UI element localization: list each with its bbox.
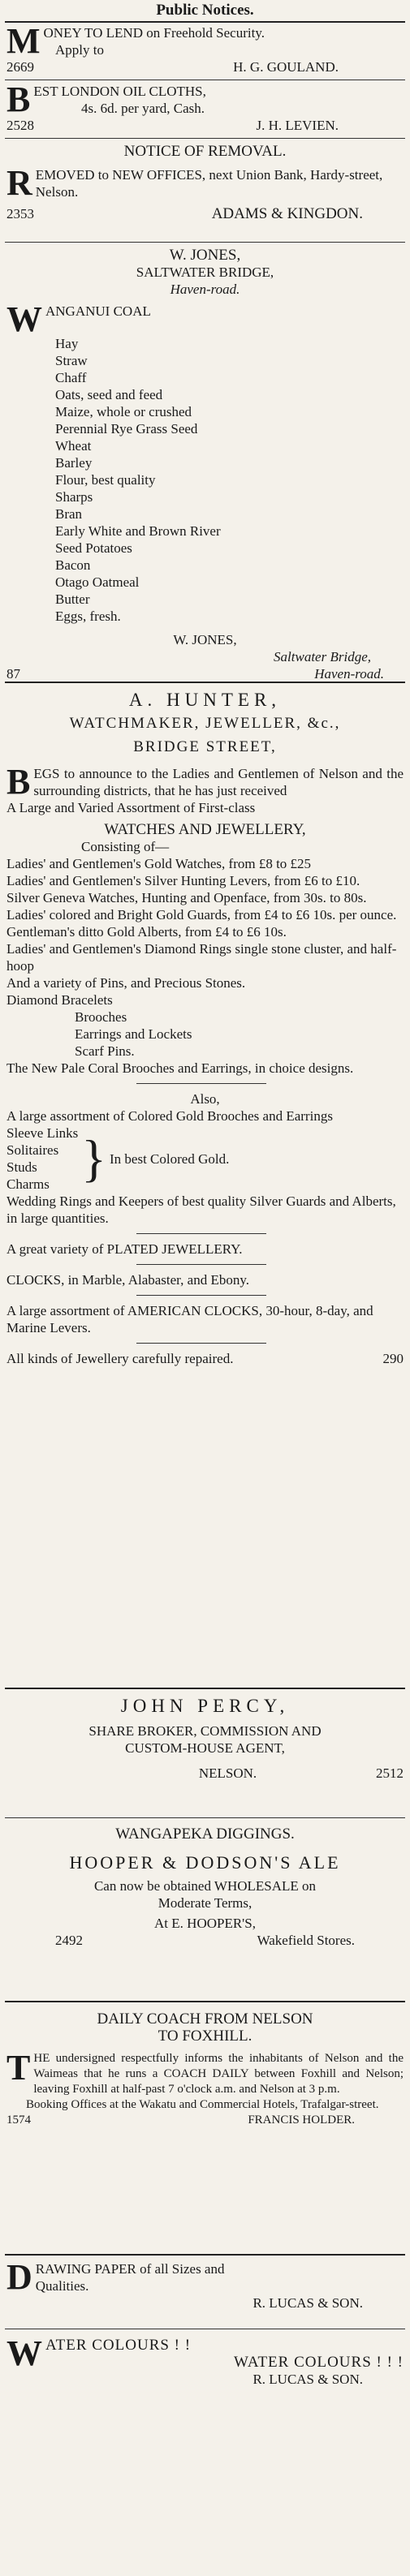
- notice-title: HOOPER & DODSON'S ALE: [69, 1852, 341, 1873]
- notice-text: WATER COLOURS ! ! !: [234, 2354, 404, 2371]
- notice-text: A Large and Varied Assortment of First-class: [6, 800, 256, 815]
- divider: [5, 1688, 405, 1689]
- product-line: Silver Geneva Watches, Hunting and Openface, from 30s. to 80s.: [6, 890, 367, 905]
- divider: [5, 242, 405, 243]
- notice-text: EMOVED to NEW OFFICES, next Union Bank, Hardy-street, Nelson.: [35, 167, 383, 200]
- notice-text: Apply to: [55, 42, 104, 58]
- notice-heading: TO FOXHILL.: [158, 2028, 252, 2045]
- dropcap: B: [6, 762, 31, 802]
- advertiser-road: Haven-road.: [170, 282, 240, 297]
- notice-text: Moderate Terms,: [158, 1895, 252, 1911]
- brace-group: [6, 1125, 404, 1193]
- ditto-list: [6, 1008, 404, 1060]
- advertiser-name: H. G. GOULAND.: [233, 59, 339, 75]
- divider: [136, 1295, 266, 1296]
- notice-text: The New Pale Coral Brooches and Earrings, in choice designs.: [6, 1060, 354, 1076]
- signature: Haven-road.: [314, 666, 384, 682]
- brace-item: Sleeve Links: [6, 1125, 79, 1141]
- dropcap: B: [6, 80, 31, 119]
- notice-text: EGS to announce to the Ladies and Gentlemen of Nelson and the surrounding districts, that he has just received: [33, 766, 404, 798]
- divider: [136, 1343, 266, 1344]
- goods-item: Perennial Rye Grass Seed: [55, 421, 198, 437]
- notice-text: Wedding Rings and Keepers of best quality Silver Guards and Alberts, in large quantities.: [6, 1193, 396, 1226]
- advertiser-name: J. H. LEVIEN.: [256, 118, 339, 133]
- divider: [5, 2254, 405, 2256]
- notice-text: Qualities.: [35, 2278, 89, 2294]
- divider: [136, 1264, 266, 1265]
- notice-drawing-paper: [6, 2257, 404, 2312]
- ditto-item: Earrings and Lockets: [75, 1026, 192, 1042]
- advertiser-name: A. HUNTER,: [128, 690, 282, 710]
- notice-heading: WANGAPEKA DIGGINGS.: [115, 1826, 295, 1843]
- goods-item: Maize, whole or crushed: [55, 404, 192, 419]
- notice-number: 2528: [6, 118, 34, 133]
- signature: W. JONES,: [173, 632, 237, 647]
- brace-item: Studs: [6, 1159, 37, 1175]
- ditto-item: Brooches: [75, 1009, 127, 1025]
- goods-item: Bran: [55, 506, 83, 522]
- dropcap: D: [6, 2257, 32, 2297]
- signature: Saltwater Bridge,: [274, 649, 371, 664]
- advertiser-name: R. LUCAS & SON.: [252, 2295, 363, 2311]
- goods-item: Wheat: [55, 438, 92, 454]
- notice-text: Booking Offices at the Wakatu and Commercial Hotels, Trafalgar-street.: [26, 2098, 379, 2111]
- advertiser-place: Wakefield Stores.: [257, 1933, 355, 1948]
- notice-daily-coach: [6, 2010, 404, 2128]
- notice-text: At E. HOOPER'S,: [154, 1916, 256, 1931]
- advertiser-name: W. JONES,: [169, 247, 241, 264]
- notice-heading: DAILY COACH FROM NELSON: [97, 2010, 313, 2028]
- notice-text: ATER COLOURS ! !: [45, 2337, 192, 2354]
- advertiser-trade: WATCHMAKER, JEWELLER, &c.,: [69, 715, 341, 732]
- section-title-text: Public Notices.: [156, 2, 254, 19]
- product-list: [6, 855, 404, 1008]
- goods-item: Eggs, fresh.: [55, 609, 121, 624]
- notice-text: A great variety of PLATED JEWELLERY.: [6, 1241, 243, 1257]
- product-line: And a variety of Pins, and Precious Stones.: [6, 975, 246, 991]
- product-line: Diamond Bracelets: [6, 992, 113, 1008]
- advertiser-place: NELSON.: [198, 1765, 257, 1781]
- notice-oil-cloths: [6, 80, 404, 134]
- advertiser-name: R. LUCAS & SON.: [252, 2372, 363, 2387]
- notice-text: ONEY TO LEND on Freehold Security.: [43, 25, 265, 41]
- divider: [5, 682, 405, 683]
- advertiser-trade: SHARE BROKER, COMMISSION AND: [88, 1723, 322, 1739]
- goods-item: Bacon: [55, 557, 91, 573]
- notice-text: In best Colored Gold.: [110, 1150, 230, 1167]
- notice-number: 2512: [376, 1765, 404, 1781]
- product-line: Ladies' and Gentlemen's Silver Hunting Levers, from £6 to £10.: [6, 873, 360, 888]
- goods-item: Chaff: [55, 370, 87, 385]
- product-line: Gentleman's ditto Gold Alberts, from £4 to £6 10s.: [6, 924, 287, 940]
- notice-number: 2492: [55, 1933, 83, 1948]
- goods-item: Sharps: [55, 489, 93, 505]
- brace-item: Solitaires: [6, 1142, 59, 1158]
- section-title: [6, 2, 404, 19]
- advertiser-name: FRANCIS HOLDER.: [248, 2114, 355, 2127]
- advertiser-name: ADAMS & KINGDON.: [211, 205, 363, 222]
- dropcap: M: [6, 21, 41, 61]
- goods-item: Early White and Brown River: [55, 523, 221, 539]
- notice-number: 1574: [6, 2114, 31, 2127]
- goods-item: Seed Potatoes: [55, 540, 132, 556]
- brace-icon: }: [81, 1129, 107, 1187]
- notice-money-to-lend: [6, 21, 404, 75]
- notice-text: HE undersigned respectfully informs the inhabitants of Nelson and the Waimeas that he runs a COACH DAILY between Foxhill and Nelson; leaving Foxhill at half-past 7 o'clock a.m. and Nelson at 3 p.m.: [33, 2052, 404, 2096]
- product-line: Ladies' colored and Bright Gold Guards, from £4 to £6 10s. per ounce.: [6, 907, 397, 922]
- notice-a-hunter: [6, 691, 404, 1367]
- advertiser-address: BRIDGE STREET,: [133, 738, 277, 755]
- notice-number: 2669: [6, 59, 34, 75]
- notice-text: All kinds of Jewellery carefully repaired.: [6, 1351, 234, 1366]
- notice-number: 2353: [6, 206, 34, 221]
- notice-text: A large assortment of Colored Gold Brooches and Earrings: [6, 1108, 333, 1124]
- goods-item: Butter: [55, 591, 90, 607]
- notice-text: Consisting of—: [81, 839, 170, 854]
- notice-text: Can now be obtained WHOLESALE on: [93, 1878, 317, 1894]
- divider: [5, 138, 405, 139]
- notice-text: EST LONDON OIL CLOTHS,: [33, 84, 206, 99]
- dropcap: R: [6, 163, 32, 203]
- notice-removal: [6, 143, 404, 222]
- notice-number: 290: [382, 1351, 404, 1366]
- divider: [136, 1233, 266, 1234]
- advertiser-trade: CUSTOM-HOUSE AGENT,: [125, 1740, 285, 1756]
- notice-water-colours: [6, 2333, 404, 2388]
- notice-w-jones: [6, 247, 404, 682]
- notice-text: RAWING PAPER of all Sizes and: [35, 2261, 225, 2277]
- notice-wangapeka: [6, 1826, 404, 1949]
- product-line: Ladies' and Gentlemen's Diamond Rings single stone cluster, and half-hoop: [6, 941, 397, 974]
- brace-item: Charms: [6, 1176, 50, 1192]
- ditto-item: Scarf Pins.: [75, 1043, 135, 1059]
- dropcap: T: [6, 2048, 31, 2088]
- notice-heading: NOTICE OF REMOVAL.: [123, 143, 287, 160]
- notice-number: 87: [6, 666, 20, 682]
- advertiser-place: SALTWATER BRIDGE,: [136, 264, 274, 280]
- notice-text: A large assortment of AMERICAN CLOCKS, 30-hour, 8-day, and Marine Levers.: [6, 1303, 373, 1335]
- goods-item: Straw: [55, 353, 88, 368]
- goods-item: Barley: [55, 455, 93, 471]
- divider: [5, 1817, 405, 1818]
- notice-john-percy: [6, 1697, 404, 1782]
- notice-text: 4s. 6d. per yard, Cash.: [81, 101, 205, 116]
- dropcap: W: [6, 299, 42, 339]
- divider: [5, 2001, 405, 2002]
- dropcap: W: [6, 2333, 42, 2373]
- goods-list: [6, 335, 404, 625]
- notice-text: Also,: [190, 1091, 220, 1107]
- notice-heading: ANGANUI COAL: [45, 303, 151, 319]
- notice-text: CLOCKS, in Marble, Alabaster, and Ebony.: [6, 1272, 249, 1288]
- notice-heading: WATCHES AND JEWELLERY,: [104, 821, 306, 838]
- divider: [136, 1083, 266, 1084]
- divider: [5, 21, 405, 23]
- goods-item: Hay: [55, 336, 79, 351]
- goods-item: Otago Oatmeal: [55, 574, 140, 590]
- advertiser-name: JOHN PERCY,: [120, 1696, 290, 1716]
- product-line: Ladies' and Gentlemen's Gold Watches, from £8 to £25: [6, 856, 312, 871]
- goods-item: Oats, seed and feed: [55, 387, 163, 402]
- brace-items: [6, 1125, 78, 1193]
- goods-item: Flour, best quality: [55, 472, 156, 488]
